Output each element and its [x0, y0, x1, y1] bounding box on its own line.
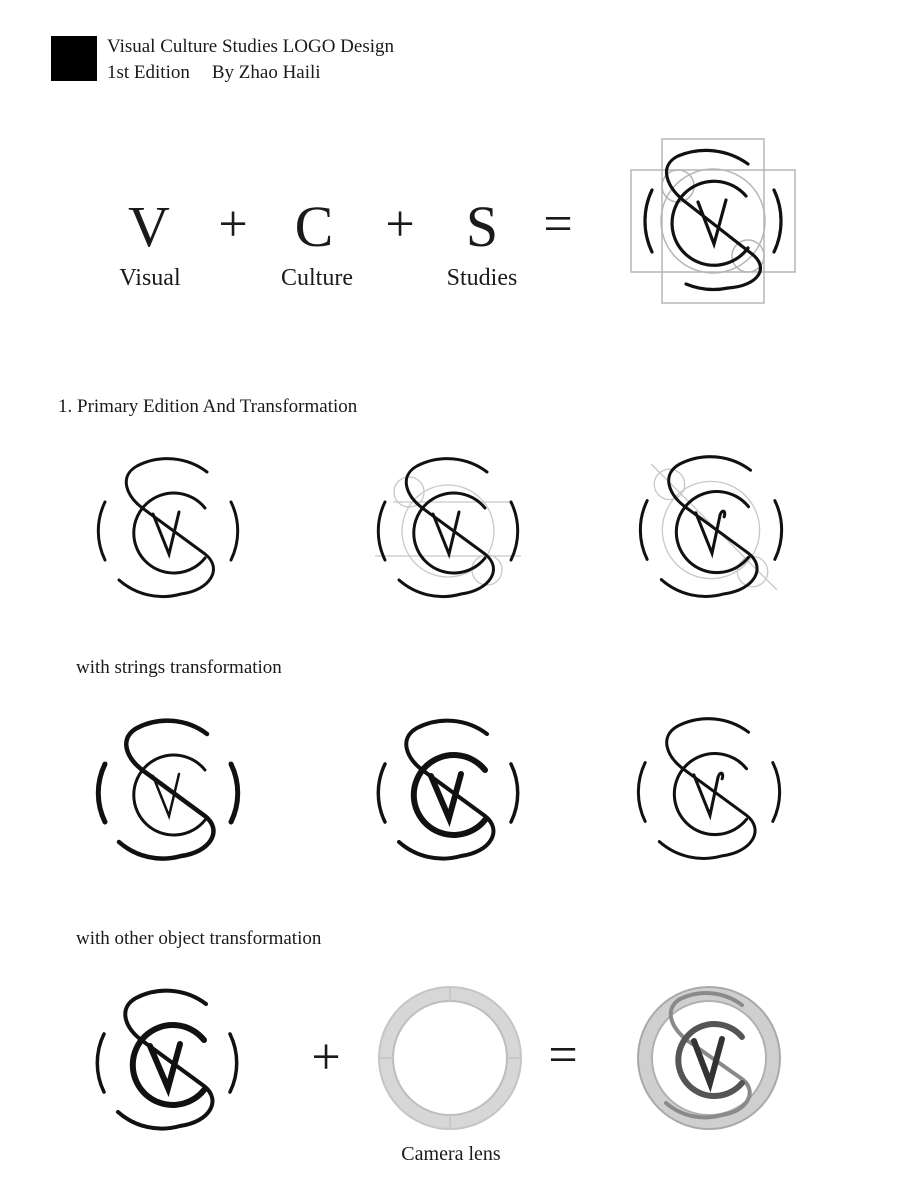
letter-s: S: [465, 194, 499, 259]
logo-bold-final: [92, 988, 242, 1138]
word-culture: Culture: [281, 265, 353, 291]
word-studies: Studies: [446, 265, 518, 291]
camera-lens-icon: [377, 985, 523, 1131]
section-other-title: with other object transformation: [76, 928, 322, 949]
logo-construction-grid: [628, 136, 800, 308]
plus-sign-2: +: [385, 196, 415, 253]
logo-primary-plain: [93, 456, 243, 606]
logo-strings-3: [633, 716, 785, 868]
plus-sign-final: +: [311, 1029, 341, 1086]
section-primary-title: 1. Primary Edition And Transformation: [58, 396, 358, 417]
logo-primary-guides: [373, 456, 523, 606]
logo-primary-guides-alt: [635, 454, 787, 606]
plus-sign-1: +: [218, 196, 248, 253]
letter-v: V: [128, 194, 170, 259]
logo-strings-2: [373, 718, 523, 868]
word-visual: Visual: [119, 265, 181, 291]
header-black-square: [51, 36, 97, 81]
logo-strings-1: [93, 718, 243, 868]
document-title: Visual Culture Studies LOGO Design: [107, 36, 395, 57]
section-strings-title: with strings transformation: [76, 657, 282, 678]
author-label: By Zhao Haili: [211, 62, 321, 83]
logo-lens-combined: [636, 985, 782, 1131]
edition-label: 1st Edition: [107, 62, 190, 83]
lens-caption: Camera lens: [401, 1143, 501, 1165]
letter-c: C: [294, 194, 334, 259]
equals-sign: =: [543, 196, 573, 253]
equals-sign-final: =: [548, 1027, 578, 1084]
document-subtitle: [107, 61, 343, 85]
